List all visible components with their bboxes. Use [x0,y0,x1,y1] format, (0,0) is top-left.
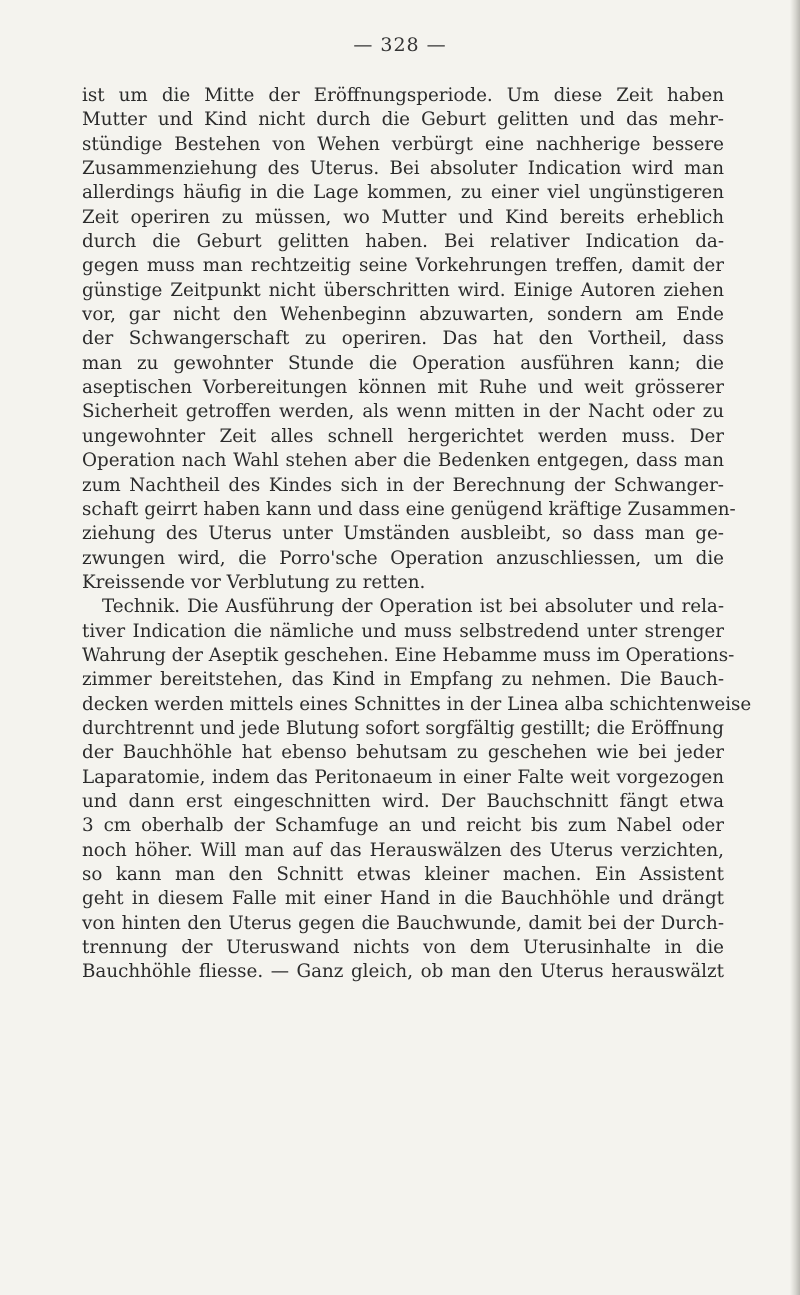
text-line: Laparatomie, indem das Peritonaeum in einer Falte weit vorgezogen [82,766,724,788]
text-line: Wahrung der Aseptik geschehen. Eine Hebamme muss im Operations- [82,644,735,666]
text-line: trennung der Uteruswand nichts von dem Uterusinhalte in die [82,937,724,959]
text-line: der Bauchhöhle hat ebenso behutsam zu geschehen wie bei jeder [82,742,724,764]
text-line: tiver Indication die nämliche und muss selbstredend unter strenger [82,620,724,642]
text-line: man zu gewohnter Stunde die Operation ausführen kann; die [82,352,724,374]
section-start-line-technik: Technik. Die Ausführung der Operation ist bei absoluter und rela- [102,596,724,618]
text-line: durch die Geburt gelitten haben. Bei relativer Indication da- [82,231,724,253]
text-line: Mutter und Kind nicht durch die Geburt gelitten und das mehr- [82,109,724,131]
text-line: der Schwangerschaft zu operiren. Das hat den Vortheil, dass [82,328,724,350]
text-line: zum Nachtheil des Kindes sich in der Berechnung der Schwanger- [82,474,724,496]
text-line: Sicherheit getroffen werden, als wenn mitten in der Nacht oder zu [82,401,724,423]
text-line: ziehung des Uterus unter Umständen ausbleibt, so dass man ge- [82,523,724,545]
page-number: — 328 — [353,34,447,56]
text-line: decken werden mittels eines Schnittes in der Linea alba schichtenweise [82,693,752,715]
text-line: Operation nach Wahl stehen aber die Bedenken entgegen, dass man [82,450,724,472]
text-line: allerdings häufig in die Lage kommen, zu einer viel ungünstigeren [82,182,724,204]
text-line: und dann erst eingeschnitten wird. Der Bauchschnitt fängt etwa [82,790,724,812]
text-line: ungewohnter Zeit alles schnell hergerichtet werden muss. Der [82,425,724,447]
text-line: ist um die Mitte der Eröffnungsperiode. Um diese Zeit haben [82,85,724,106]
text-line: Bauchhöhle fliesse. — Ganz gleich, ob man den Uterus herauswälzt [82,961,724,983]
text-line: stündige Bestehen von Wehen verbürgt eine nachherige bessere [82,133,724,155]
paragraph-end-line: Kreissende vor Verblutung zu retten. [82,571,426,593]
text-line: zwungen wird, die Porro'sche Operation anzuschliessen, um die [82,547,724,569]
text-line: Zusammenziehung des Uterus. Bei absoluter Indication wird man [82,158,724,180]
text-line: zimmer bereitstehen, das Kind in Empfang zu nehmen. Die Bauch- [82,669,724,691]
text-line: geht in diesem Falle mit einer Hand in die Bauchhöhle und drängt [82,888,724,910]
text-line: aseptischen Vorbereitungen können mit Ruhe und weit grösserer [82,377,724,399]
text-line: 3 cm oberhalb der Schamfuge an und reicht bis zum Nabel oder [82,815,724,837]
text-line: günstige Zeitpunkt nicht überschritten wird. Einige Autoren ziehen [82,279,724,301]
page-edge-shadow [790,0,800,1295]
text-line: durchtrennt und jede Blutung sofort sorgfältig gestillt; die Eröffnung [82,717,724,739]
text-line: Zeit operiren zu müssen, wo Mutter und Kind bereits erheblich [82,206,724,228]
text-line: vor, gar nicht den Wehenbeginn abzuwarten, sondern am Ende [82,304,724,326]
text-line: von hinten den Uterus gegen die Bauchwunde, damit bei der Durch- [82,912,724,934]
text-line: schaft geirrt haben kann und dass eine genügend kräftige Zusammen- [82,498,736,520]
text-line: so kann man den Schnitt etwas kleiner machen. Ein Assistent [82,864,724,885]
text-line: gegen muss man rechtzeitig seine Vorkehrungen treffen, damit der [82,255,724,277]
body-text [82,84,752,985]
text-line: noch höher. Will man auf das Herauswälzen des Uterus verzichten, [82,839,724,861]
